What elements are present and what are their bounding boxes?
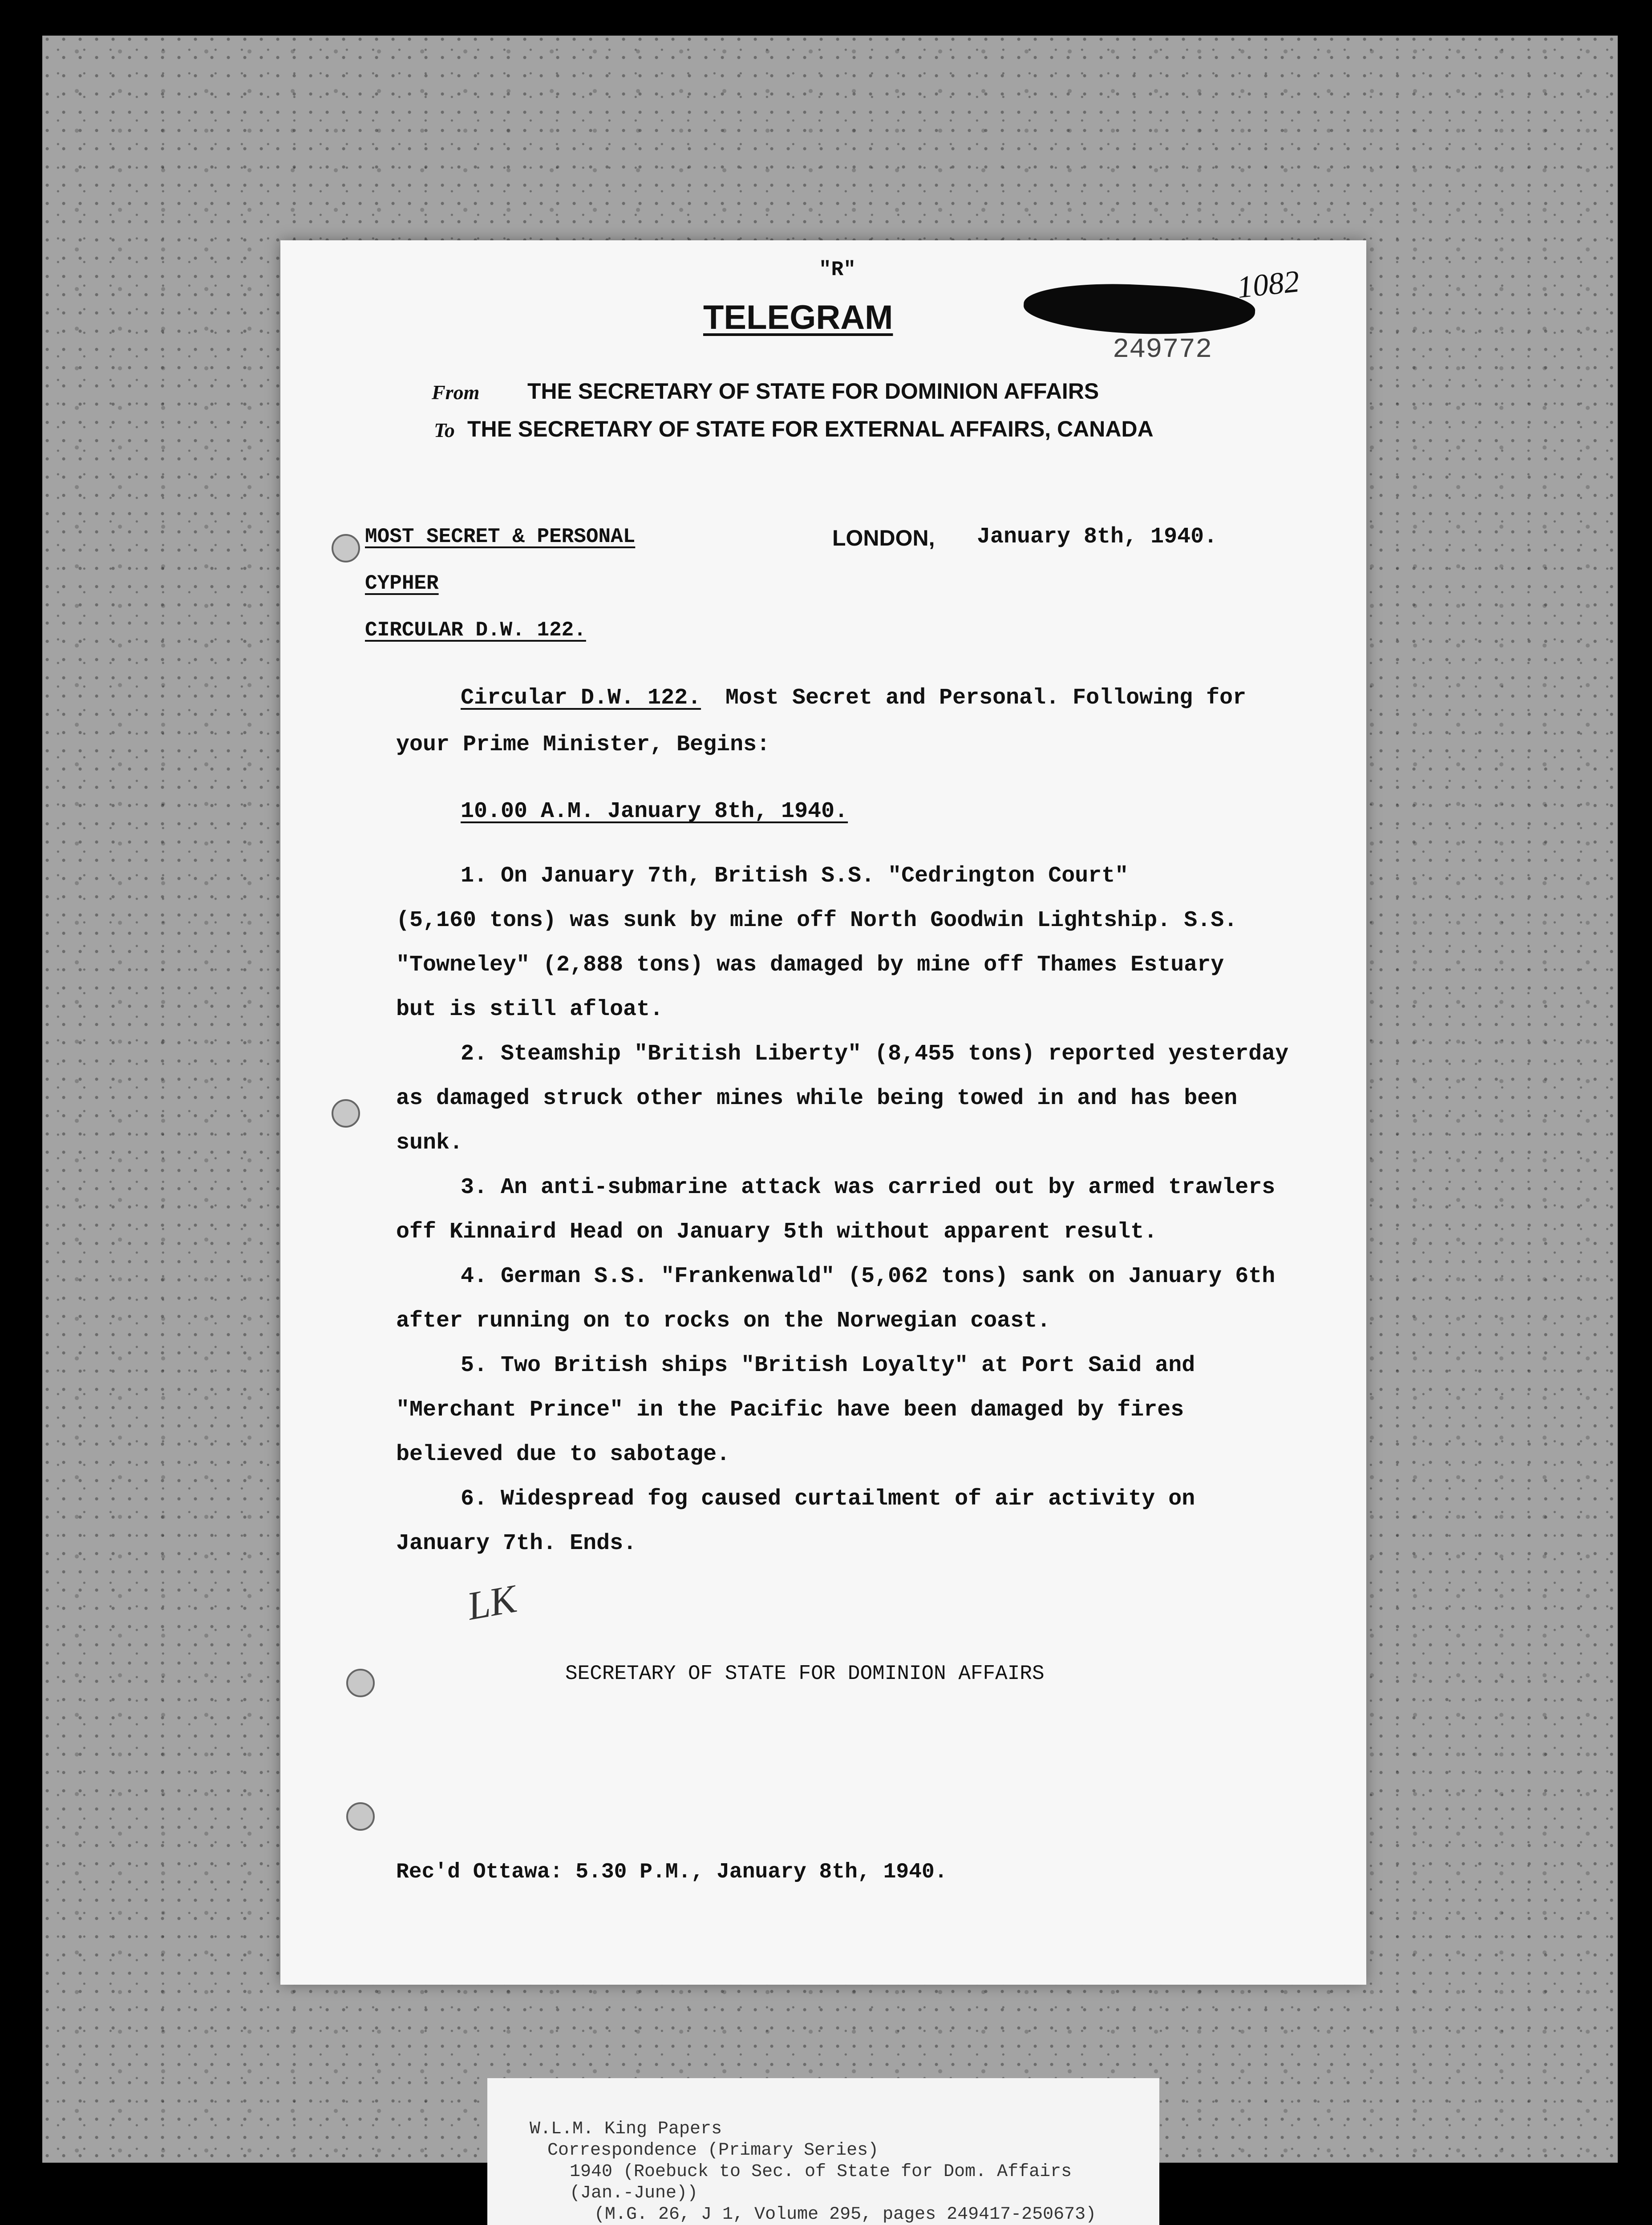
to-label: To [434, 419, 455, 441]
body-line: off Kinnaird Head on January 5th without apparent result. [396, 1219, 1158, 1245]
redaction-blot [1022, 279, 1256, 340]
label-line: W.L.M. King Papers [530, 2119, 722, 2139]
punch-hole [346, 1802, 375, 1831]
received-note: Rec'd Ottawa: 5.30 P.M., January 8th, 1940. [396, 1860, 947, 1884]
stamped-number: 249772 [1113, 334, 1212, 365]
intro-text: Most Secret and Personal. Following for [725, 685, 1247, 711]
label-line: (M.G. 26, J 1, Volume 295, pages 249417-250673) [594, 2205, 1097, 2225]
body-line: believed due to sabotage. [396, 1442, 730, 1467]
label-line: Correspondence (Primary Series) [547, 2140, 879, 2160]
from-value: THE SECRETARY OF STATE FOR DOMINION AFFAIRS [527, 379, 1099, 404]
body-line: "Merchant Prince" in the Pacific have been damaged by fires [396, 1397, 1184, 1423]
intro-reference: Circular D.W. 122. [461, 685, 701, 711]
to-value: THE SECRETARY OF STATE FOR EXTERNAL AFFAIRS, CANADA [467, 417, 1154, 441]
body-line: as damaged struck other mines while being towed in and has been [396, 1086, 1238, 1111]
handwritten-number: 1082 [1235, 264, 1301, 305]
label-line: 1940 (Roebuck to Sec. of State for Dom. Affairs [570, 2162, 1072, 2182]
intro-text-line2: your Prime Minister, Begins: [396, 732, 770, 757]
location: LONDON, [832, 526, 935, 550]
classification: MOST SECRET & PERSONAL [365, 525, 636, 548]
body-line: 4. German S.S. "Frankenwald" (5,062 tons) sank on January 6th [461, 1264, 1275, 1289]
telegram-title: TELEGRAM [703, 299, 893, 336]
body-line: "Towneley" (2,888 tons) was damaged by mine off Thames Estuary [396, 952, 1224, 978]
time-heading: 10.00 A.M. January 8th, 1940. [461, 799, 848, 824]
signature: SECRETARY OF STATE FOR DOMINION AFFAIRS [565, 1662, 1045, 1685]
body-line: 5. Two British ships "British Loyalty" at Port Said and [461, 1353, 1195, 1378]
punch-hole [332, 1099, 360, 1128]
body-line: 6. Widespread fog caused curtailment of air activity on [461, 1486, 1195, 1512]
body-line: January 7th. Ends. [396, 1531, 637, 1556]
circular-number: CIRCULAR D.W. 122. [365, 619, 586, 642]
body-line: after running on to rocks on the Norwegian coast. [396, 1308, 1051, 1334]
punch-hole [346, 1669, 375, 1697]
label-line: (Jan.-June)) [570, 2183, 698, 2203]
punch-hole [332, 534, 360, 562]
body-line: (5,160 tons) was sunk by mine off North Goodwin Lightship. S.S. [396, 908, 1238, 933]
transmission-method: CYPHER [365, 572, 439, 595]
body-line: 1. On January 7th, British S.S. "Cedrington Court" [461, 863, 1129, 889]
body-line: sunk. [396, 1130, 463, 1156]
collection-label [487, 2078, 1159, 2225]
handwritten-initials: LK [464, 1577, 520, 1629]
body-line: 2. Steamship "British Liberty" (8,455 tons) reported yesterday [461, 1041, 1289, 1067]
telegram-page [280, 240, 1366, 1985]
body-line: but is still afloat. [396, 997, 664, 1022]
body-line: 3. An anti-submarine attack was carried out by armed trawlers [461, 1175, 1275, 1200]
telegram-mark: "R" [819, 258, 856, 281]
date: January 8th, 1940. [977, 524, 1218, 550]
from-label: From [432, 381, 480, 404]
